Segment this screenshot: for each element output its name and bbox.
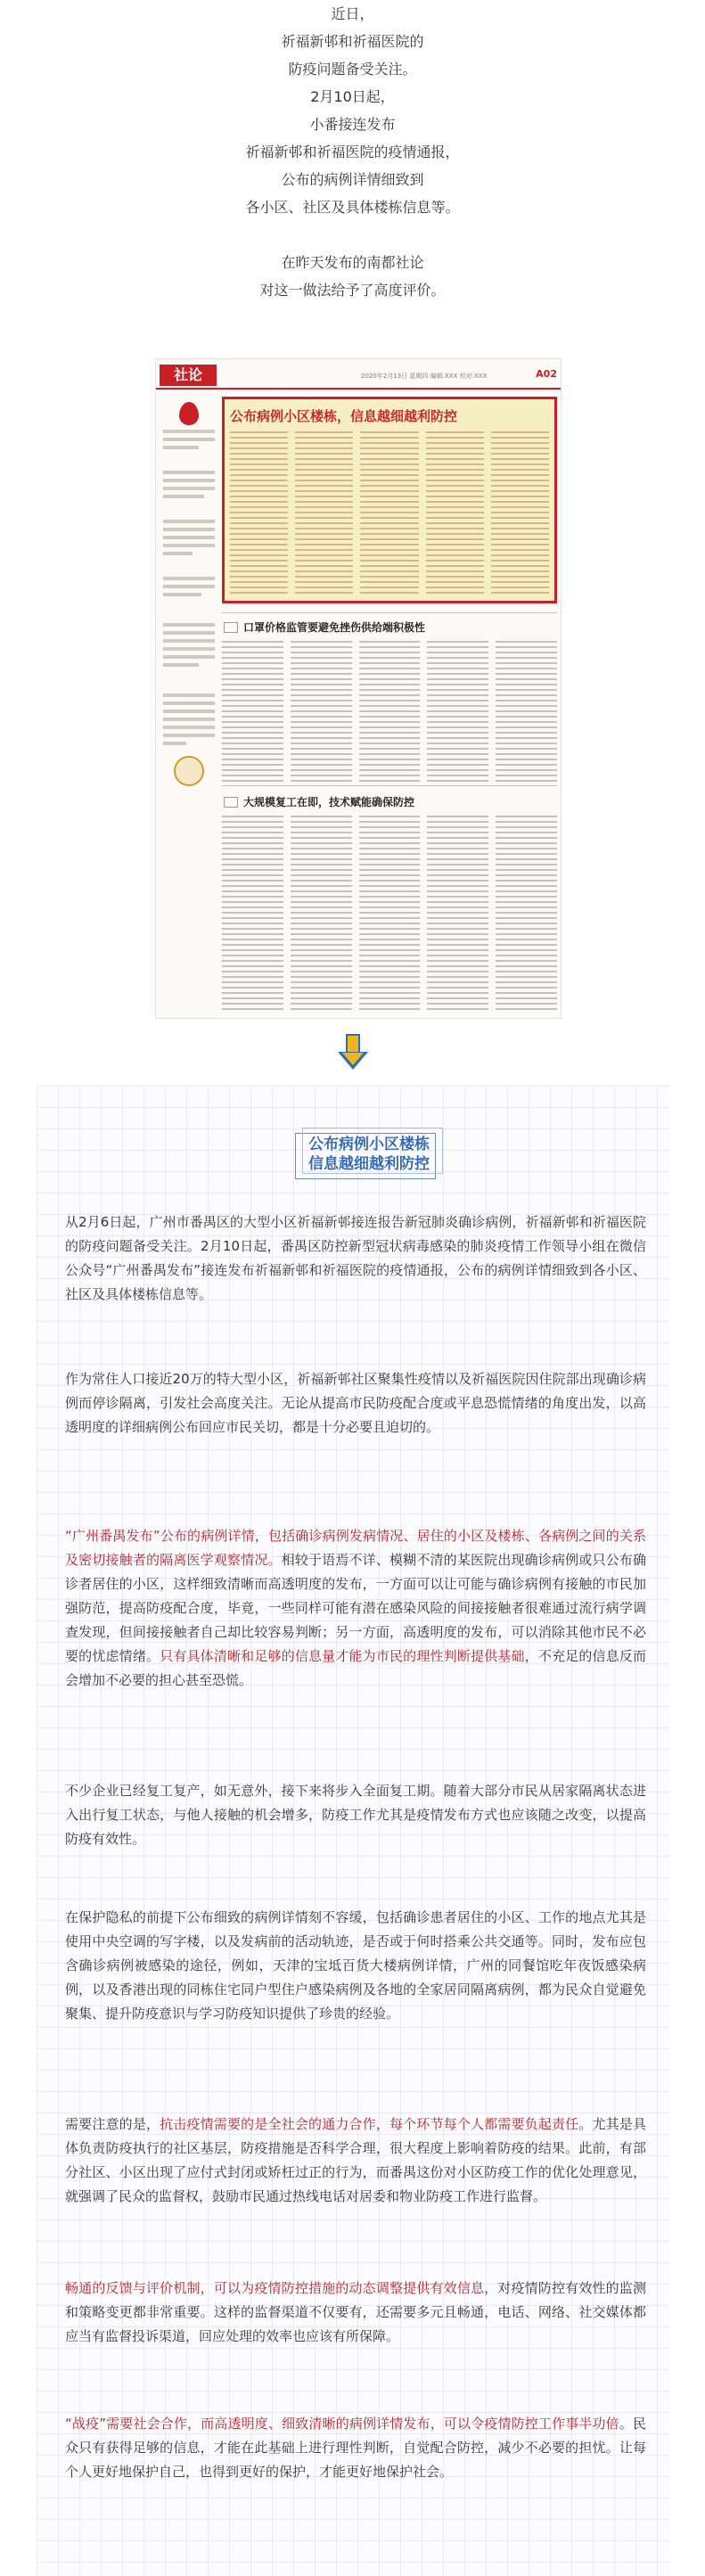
article-2: [222, 619, 557, 785]
paragraph-8: [65, 2412, 646, 2484]
paragraph-3: [65, 1524, 646, 1693]
paragraph-7: [65, 2277, 646, 2349]
article-title-line: 信息越细越利防控: [308, 1155, 430, 1173]
section-badge: 社论: [160, 365, 217, 386]
newspaper-sidebar: [160, 397, 218, 1012]
intro-line: 祈福新邨和祈福医院的: [281, 33, 424, 50]
page-number: A02: [536, 368, 557, 380]
paragraph-text: 。民众只有获得足够的信息，才能在此基础上进行理性判断，自觉配合防控，减少不必要的担忧。让每个人更好地保护自己，也得到更好的保护，才能更好地保护社会。: [65, 2416, 646, 2480]
lead-article-highlight: [222, 397, 557, 603]
paragraph-text: 相较于语焉不详、模糊不清的某医院出现确诊病例或只公布确诊者居住的小区，这样细致清晰而高透明度的发布，一方面可以让可能与确诊病例有接触的市民加强防范，提高防疫配合度，毕竟，一些同样可能有潜在感染风险的间接接触者很难通过流行病学调查发现，但间接接触者自己却比较容易判断；另一方面，高透明度的发布，可以消除其他市民不必要的忧虑情绪。: [65, 1552, 646, 1664]
seal-icon: [174, 756, 204, 786]
intro-line: 各小区、社区及具体楼栋信息等。: [245, 199, 460, 216]
masthead-meta: 2020年2月13日 星期四 编辑:XXX 校对:XXX: [361, 373, 488, 380]
paragraph-1: 从2月6日起，广州市番禺区的大型小区祈福新邨接连报告新冠肺炎确诊病例，祈福新邨和祈福医院的防疫问题备受关注。2月10日起，番禺区防控新型冠状病毒感染的肺炎疫情工作领导小组在微信公众号“广州番禺发布”接连发布祈福新邨和祈福医院的疫情通报，公布的病例详情细致到各小区、社区及具体楼栋信息等。: [65, 1214, 646, 1302]
intro-line: 近日，: [331, 5, 374, 22]
newspaper-image: [155, 358, 562, 1019]
article-title-line: 公布病例小区楼栋: [308, 1136, 430, 1153]
article-2-headline: 口罩价格监管要避免挫伤供给端积极性: [222, 619, 557, 636]
paragraph-5: 在保护隐私的前提下公布细致的病例详情刻不容缓，包括确诊患者居住的小区、工作的地点尤其是使用中央空调的写字楼，以及发病前的活动轨迹，是否或于何时搭乘公共交通等。同时，发布应包含确诊病例被感染的途径，例如，天津的宝坻百货大楼病例详情，广州的同餐馆吃年夜饭感染病例，以及香港出现的同栋住宅同户型住户感染病例及各地的全家居同隔离病例，都为民众自觉避免聚集、提升防疫意识与学习防疫知识提供了珍贵的经验。: [65, 1909, 646, 2022]
intro-text: [0, 0, 705, 332]
intro-line: 防疫问题备受关注。: [288, 61, 417, 78]
paragraph-text: 需要注意的是，: [65, 2116, 160, 2132]
article-3-headline: 大规模复工在即，技术赋能确保防控: [222, 794, 557, 810]
paragraph-text: 。尤其是具体负责防疫执行的社区基层，防疫措施是否科学合理，很大程度上影响着防疫的结果。此前，有部分社区、小区出现了应付式封闭或矫枉过正的行为，而番禺这份对小区防疫工作的优化处理意见，就强调了民众的监督权，鼓励市民通过热线电话对居委和物业防疫工作进行监督。: [65, 2116, 646, 2204]
article-title-box: [295, 1128, 447, 1183]
highlight-text: “广州番禺发布”公布的病例详情，包括确诊病例发病情况、居住的小区及楼栋、各病例之间的关系及密切接触者的隔离医学观察情况。: [65, 1528, 646, 1568]
paragraph-text: ，不充足的信息反而会增加不必要的担心甚至恐慌。: [65, 1648, 646, 1688]
paragraph-6: [65, 2112, 646, 2209]
intro-line: 小番接连发布: [309, 116, 396, 133]
highlight-text: “战疫”需要社会合作，而高透明度、细致清晰的病例详情发布，可以令疫情防控工作事半功倍: [65, 2416, 619, 2432]
highlight-text: 抗击疫情需要的是全社会的通力合作，每个环节每个人都需要负起责任: [160, 2116, 579, 2132]
article-body: [37, 1086, 669, 2576]
lead-headline: 公布病例小区楼栋，信息越细越利防控: [230, 408, 458, 424]
paragraph-4: 不少企业已经复工复产，如无意外，接下来将步入全面复工期。随着大部分市民从居家隔离状态进入出行复工状态，与他人接触的机会增多，防疫工作尤其是疫情发布方式也应该随之改变，以提高防疫有效性。: [65, 1783, 646, 1847]
intro-line: 在昨天发布的南都社论: [281, 254, 424, 271]
highlight-text: 只有具体清晰和足够的信息量才能为市民的理性判断提供基础: [160, 1648, 525, 1664]
newspaper-masthead: [156, 365, 562, 390]
highlight-text: 畅通的反馈与评价机制，可以为疫情防控措施的动态调整提供有效信息: [65, 2280, 485, 2296]
paragraph-2: 作为常住人口接近20万的特大型小区，祈福新邨社区聚集性疫情以及祈福医院因住院部出现确诊病例而停诊隔离，引发社会高度关注。无论从提高市民防疫配合度或平息恐慌情绪的角度出发，以高透明度的详细病例公布回应市民关切，都是十分必要且迫切的。: [65, 1371, 646, 1435]
intro-line: 2月10日起，: [310, 88, 395, 105]
paragraph-text: ，对疫情防控有效性的监测和策略变更都非常重要。这样的监督渠道不仅要有，还需要多元且畅通，电话、网络、社交媒体都应当有监督投诉渠道，回应处理的效率也应该有所保障。: [65, 2280, 646, 2344]
intro-line: 对这一做法给予了高度评价。: [259, 282, 446, 299]
down-arrow-icon: [338, 1034, 368, 1071]
intro-line: 祈福新邨和祈福医院的疫情通报，: [245, 144, 460, 160]
article-3: [222, 794, 557, 1012]
newspaper-logo-icon: [179, 402, 199, 425]
intro-line: 公布的病例详情细致到: [281, 171, 424, 188]
